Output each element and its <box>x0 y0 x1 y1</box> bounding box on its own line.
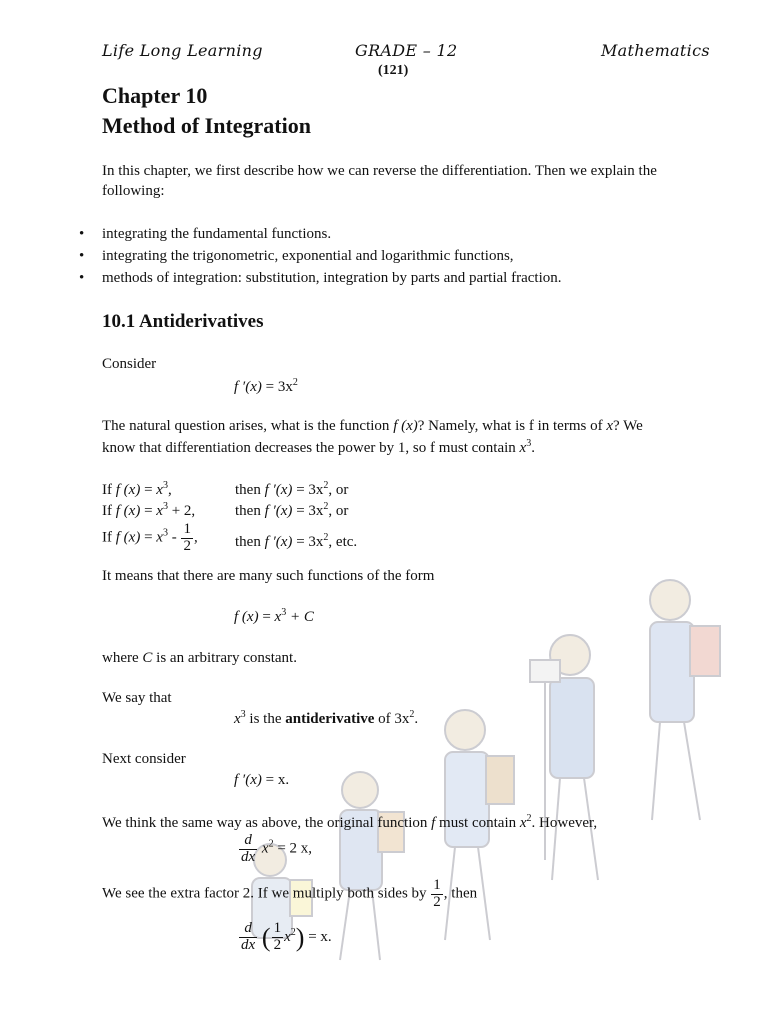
equation-fprime-x: f ′(x) = x. <box>234 772 290 788</box>
example-row-2: If f $(x) = x^3 + 2$, <box>102 501 196 519</box>
chapter-number: Chapter 10 <box>102 83 208 108</box>
fraction-one-half: $\frac{1}{2}$ <box>183 521 191 554</box>
header-right: Mathematics <box>601 41 710 60</box>
antiderivative-statement: $x^3$ is the antiderivative of $3x^2$. <box>234 709 419 727</box>
next-consider-text: Next consider <box>102 751 186 767</box>
bullet-icon: • <box>79 226 85 242</box>
example-result-2: then f $'(x) = 3x^2$, or <box>235 501 349 519</box>
we-say-text: We say that <box>102 690 172 706</box>
list-item: • integrating the trigonometric, exponential and logarithmic functions, <box>102 246 562 268</box>
example-result-1: then f $'(x) = 3x^2$, or <box>235 480 349 498</box>
section-title: 10.1 Antiderivatives <box>102 311 264 332</box>
page-number: (121) <box>378 63 409 78</box>
equation-derivative-x2: $\frac{d}{dx}$ $x^2 = 2$ x, <box>241 832 313 865</box>
header-center: GRADE – 12 <box>355 41 458 60</box>
fraction-one-half: $\frac{1}{2}$ <box>273 920 282 954</box>
fraction-d-dx: $\frac{d}{dx}$ <box>241 832 256 865</box>
fraction-d-dx: $\frac{d}{dx}$ <box>241 920 256 954</box>
extra-factor-text: We see the extra factor 2. If we multiply both sides by $\frac{1}{2}$ , then <box>102 877 478 910</box>
equation-fprime-3x2: f $'(x) = 3x^2$ <box>234 377 298 395</box>
fraction-one-half: $\frac{1}{2}$ <box>433 877 441 910</box>
bullet-icon: • <box>79 248 85 264</box>
bullet-icon: • <box>79 270 85 286</box>
equation-general-antiderivative: f $(x) = x^3 + C$ <box>234 607 314 625</box>
example-result-3: then f $'(x) = 3x^2$, etc. <box>235 532 358 550</box>
intro-paragraph <box>102 161 732 202</box>
left-paren-icon: ( <box>261 923 271 952</box>
topics-list <box>79 224 562 290</box>
where-c-text: where C is an arbitrary constant. <box>102 650 297 666</box>
example-row-1: If f $(x) = x^3$, <box>102 480 172 498</box>
chapter-title: Method of Integration <box>102 113 311 138</box>
example-row-3: If f $(x) = x^3$ - $\frac{1}{2}$ , <box>102 521 198 554</box>
natural-question-paragraph: The natural question arises, what is the function f (x)? Namely, what is f in terms of x? We know that differentiation decreases the power by 1, so f must contain $x^3$. <box>102 418 643 457</box>
intro-line-2: following: <box>102 183 165 200</box>
many-forms-text: It means that there are many such functions of the form <box>102 568 435 584</box>
equation-derivative-half-x2: $\frac{d}{dx}$ ( $\frac{1}{2}$ $x^2) = x$. <box>241 920 332 954</box>
intro-line-1: In this chapter, we first describe how we can reverse the differentiation. Then we explain the <box>102 163 657 179</box>
consider-text: Consider <box>102 356 157 372</box>
right-paren-icon: ) <box>295 923 305 952</box>
think-paragraph: We think the same way as above, the original function f must contain $x^2$. However, <box>102 813 598 831</box>
list-item: • integrating the fundamental functions. <box>102 224 562 246</box>
list-item: • methods of integration: substitution, integration by parts and partial fraction. <box>102 268 562 290</box>
header-left: Life Long Learning <box>102 41 263 60</box>
